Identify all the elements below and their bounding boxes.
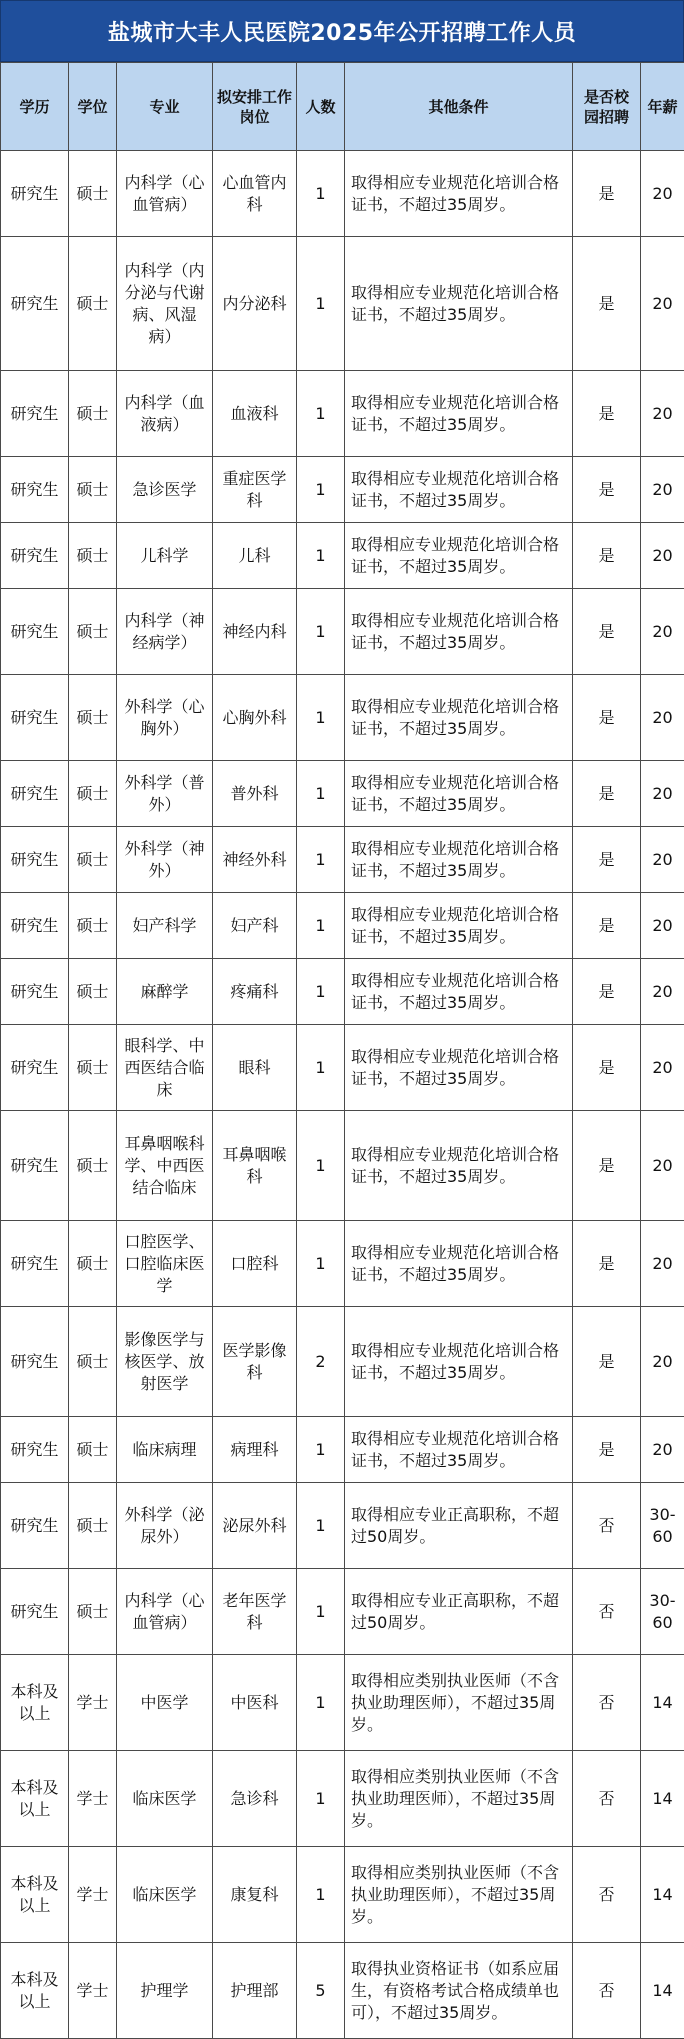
cell-post: 神经内科 xyxy=(213,589,297,675)
cell-count: 1 xyxy=(297,1417,345,1483)
cell-degree: 硕士 xyxy=(69,1569,117,1655)
cell-campus: 是 xyxy=(573,827,641,893)
cell-education: 研究生 xyxy=(1,1569,69,1655)
cell-campus: 是 xyxy=(573,237,641,371)
cell-education: 研究生 xyxy=(1,1417,69,1483)
table-row xyxy=(1,1847,684,1943)
cell-education: 研究生 xyxy=(1,1483,69,1569)
cell-conditions: 取得相应专业规范化培训合格证书，不超过35周岁。 xyxy=(345,761,573,827)
cell-count: 1 xyxy=(297,589,345,675)
table-row xyxy=(1,893,684,959)
cell-conditions: 取得相应专业规范化培训合格证书，不超过35周岁。 xyxy=(345,1307,573,1417)
table-row xyxy=(1,1751,684,1847)
cell-major: 临床医学 xyxy=(117,1847,213,1943)
cell-count: 1 xyxy=(297,1025,345,1111)
cell-campus: 是 xyxy=(573,1025,641,1111)
table-row xyxy=(1,1307,684,1417)
cell-degree: 硕士 xyxy=(69,457,117,523)
cell-salary: 20 xyxy=(641,523,684,589)
cell-conditions: 取得相应专业规范化培训合格证书，不超过35周岁。 xyxy=(345,827,573,893)
cell-education: 研究生 xyxy=(1,761,69,827)
cell-education: 研究生 xyxy=(1,1025,69,1111)
cell-conditions: 取得执业资格证书（如系应届生，有资格考试合格成绩单也可），不超过35周岁。 xyxy=(345,1943,573,2039)
cell-campus: 是 xyxy=(573,589,641,675)
cell-post: 口腔科 xyxy=(213,1221,297,1307)
header-degree: 学位 xyxy=(69,63,117,151)
cell-campus: 是 xyxy=(573,675,641,761)
cell-major: 临床医学 xyxy=(117,1751,213,1847)
cell-post: 儿科 xyxy=(213,523,297,589)
cell-education: 本科及以上 xyxy=(1,1751,69,1847)
cell-conditions: 取得相应专业规范化培训合格证书，不超过35周岁。 xyxy=(345,1221,573,1307)
cell-major: 外科学（神外） xyxy=(117,827,213,893)
cell-major: 外科学（泌尿外） xyxy=(117,1483,213,1569)
cell-count: 1 xyxy=(297,675,345,761)
cell-salary: 20 xyxy=(641,1417,684,1483)
cell-degree: 硕士 xyxy=(69,959,117,1025)
cell-conditions: 取得相应专业正高职称，不超过50周岁。 xyxy=(345,1483,573,1569)
table-row xyxy=(1,1417,684,1483)
cell-post: 心胸外科 xyxy=(213,675,297,761)
cell-count: 1 xyxy=(297,1655,345,1751)
cell-conditions: 取得相应专业规范化培训合格证书，不超过35周岁。 xyxy=(345,237,573,371)
cell-degree: 硕士 xyxy=(69,893,117,959)
table-row xyxy=(1,1483,684,1569)
cell-count: 1 xyxy=(297,1111,345,1221)
cell-count: 1 xyxy=(297,523,345,589)
cell-campus: 否 xyxy=(573,1751,641,1847)
cell-count: 1 xyxy=(297,893,345,959)
cell-count: 1 xyxy=(297,237,345,371)
cell-major: 儿科学 xyxy=(117,523,213,589)
cell-major: 内科学（内分泌与代谢病、风湿病） xyxy=(117,237,213,371)
cell-salary: 20 xyxy=(641,827,684,893)
cell-campus: 否 xyxy=(573,1847,641,1943)
cell-education: 研究生 xyxy=(1,893,69,959)
cell-education: 研究生 xyxy=(1,589,69,675)
cell-education: 研究生 xyxy=(1,1111,69,1221)
table-row xyxy=(1,371,684,457)
cell-conditions: 取得相应类别执业医师（不含执业助理医师），不超过35周岁。 xyxy=(345,1655,573,1751)
cell-campus: 否 xyxy=(573,1483,641,1569)
cell-count: 1 xyxy=(297,1847,345,1943)
cell-salary: 20 xyxy=(641,1025,684,1111)
cell-post: 康复科 xyxy=(213,1847,297,1943)
cell-count: 1 xyxy=(297,1751,345,1847)
table-row xyxy=(1,523,684,589)
cell-degree: 学士 xyxy=(69,1655,117,1751)
table-row xyxy=(1,151,684,237)
cell-education: 研究生 xyxy=(1,827,69,893)
cell-major: 影像医学与核医学、放射医学 xyxy=(117,1307,213,1417)
table-row xyxy=(1,761,684,827)
recruitment-table xyxy=(0,62,684,2039)
cell-post: 眼科 xyxy=(213,1025,297,1111)
cell-major: 外科学（心胸外） xyxy=(117,675,213,761)
cell-post: 病理科 xyxy=(213,1417,297,1483)
cell-degree: 硕士 xyxy=(69,151,117,237)
cell-conditions: 取得相应类别执业医师（不含执业助理医师），不超过35周岁。 xyxy=(345,1847,573,1943)
cell-conditions: 取得相应专业规范化培训合格证书，不超过35周岁。 xyxy=(345,1417,573,1483)
cell-count: 2 xyxy=(297,1307,345,1417)
cell-education: 本科及以上 xyxy=(1,1655,69,1751)
cell-major: 耳鼻咽喉科学、中西医结合临床 xyxy=(117,1111,213,1221)
cell-degree: 学士 xyxy=(69,1847,117,1943)
table-row xyxy=(1,675,684,761)
cell-post: 中医科 xyxy=(213,1655,297,1751)
cell-major: 内科学（心血管病） xyxy=(117,151,213,237)
cell-salary: 20 xyxy=(641,457,684,523)
cell-post: 急诊科 xyxy=(213,1751,297,1847)
cell-count: 1 xyxy=(297,371,345,457)
cell-major: 临床病理 xyxy=(117,1417,213,1483)
cell-salary: 20 xyxy=(641,371,684,457)
cell-campus: 是 xyxy=(573,151,641,237)
cell-post: 老年医学科 xyxy=(213,1569,297,1655)
cell-count: 1 xyxy=(297,761,345,827)
cell-education: 研究生 xyxy=(1,457,69,523)
cell-conditions: 取得相应专业规范化培训合格证书，不超过35周岁。 xyxy=(345,1111,573,1221)
cell-conditions: 取得相应专业规范化培训合格证书，不超过35周岁。 xyxy=(345,675,573,761)
table-header-row xyxy=(1,63,684,151)
cell-salary: 20 xyxy=(641,1111,684,1221)
cell-post: 妇产科 xyxy=(213,893,297,959)
table-row xyxy=(1,959,684,1025)
cell-post: 血液科 xyxy=(213,371,297,457)
cell-salary: 14 xyxy=(641,1847,684,1943)
cell-conditions: 取得相应专业规范化培训合格证书，不超过35周岁。 xyxy=(345,959,573,1025)
table-row xyxy=(1,457,684,523)
cell-major: 妇产科学 xyxy=(117,893,213,959)
cell-count: 1 xyxy=(297,1483,345,1569)
cell-campus: 是 xyxy=(573,1417,641,1483)
cell-major: 护理学 xyxy=(117,1943,213,2039)
cell-degree: 硕士 xyxy=(69,1417,117,1483)
table-row xyxy=(1,1221,684,1307)
cell-post: 泌尿外科 xyxy=(213,1483,297,1569)
cell-salary: 30-60 xyxy=(641,1569,684,1655)
cell-campus: 否 xyxy=(573,1655,641,1751)
cell-degree: 硕士 xyxy=(69,1025,117,1111)
table-row xyxy=(1,1025,684,1111)
cell-major: 内科学（血液病） xyxy=(117,371,213,457)
cell-education: 研究生 xyxy=(1,1221,69,1307)
cell-post: 普外科 xyxy=(213,761,297,827)
cell-conditions: 取得相应专业规范化培训合格证书，不超过35周岁。 xyxy=(345,589,573,675)
cell-post: 重症医学科 xyxy=(213,457,297,523)
cell-major: 内科学（神经病学） xyxy=(117,589,213,675)
cell-conditions: 取得相应专业规范化培训合格证书，不超过35周岁。 xyxy=(345,893,573,959)
cell-campus: 是 xyxy=(573,1307,641,1417)
cell-campus: 否 xyxy=(573,1569,641,1655)
header-conditions: 其他条件 xyxy=(345,63,573,151)
cell-salary: 20 xyxy=(641,761,684,827)
table-body xyxy=(1,151,684,2039)
table-row xyxy=(1,589,684,675)
cell-conditions: 取得相应专业规范化培训合格证书，不超过35周岁。 xyxy=(345,371,573,457)
header-major: 专业 xyxy=(117,63,213,151)
cell-count: 1 xyxy=(297,827,345,893)
cell-education: 研究生 xyxy=(1,675,69,761)
cell-count: 1 xyxy=(297,151,345,237)
cell-campus: 是 xyxy=(573,1111,641,1221)
table-row xyxy=(1,827,684,893)
cell-count: 1 xyxy=(297,1569,345,1655)
cell-major: 麻醉学 xyxy=(117,959,213,1025)
cell-conditions: 取得相应专业规范化培训合格证书，不超过35周岁。 xyxy=(345,457,573,523)
cell-conditions: 取得相应类别执业医师（不含执业助理医师），不超过35周岁。 xyxy=(345,1751,573,1847)
cell-degree: 硕士 xyxy=(69,1307,117,1417)
cell-conditions: 取得相应专业规范化培训合格证书，不超过35周岁。 xyxy=(345,151,573,237)
cell-degree: 硕士 xyxy=(69,371,117,457)
cell-degree: 硕士 xyxy=(69,675,117,761)
cell-degree: 硕士 xyxy=(69,1111,117,1221)
cell-campus: 是 xyxy=(573,761,641,827)
cell-campus: 是 xyxy=(573,457,641,523)
cell-degree: 硕士 xyxy=(69,589,117,675)
cell-post: 耳鼻咽喉科 xyxy=(213,1111,297,1221)
cell-conditions: 取得相应专业规范化培训合格证书，不超过35周岁。 xyxy=(345,523,573,589)
cell-education: 研究生 xyxy=(1,371,69,457)
cell-post: 医学影像科 xyxy=(213,1307,297,1417)
cell-degree: 硕士 xyxy=(69,523,117,589)
cell-campus: 是 xyxy=(573,893,641,959)
cell-post: 心血管内科 xyxy=(213,151,297,237)
cell-salary: 20 xyxy=(641,1221,684,1307)
cell-education: 研究生 xyxy=(1,523,69,589)
cell-count: 1 xyxy=(297,1221,345,1307)
cell-salary: 14 xyxy=(641,1655,684,1751)
table-row xyxy=(1,237,684,371)
cell-major: 急诊医学 xyxy=(117,457,213,523)
cell-post: 护理部 xyxy=(213,1943,297,2039)
cell-salary: 20 xyxy=(641,893,684,959)
cell-salary: 20 xyxy=(641,1307,684,1417)
cell-degree: 硕士 xyxy=(69,1483,117,1569)
cell-salary: 14 xyxy=(641,1751,684,1847)
header-post: 拟安排工作岗位 xyxy=(213,63,297,151)
table-row xyxy=(1,1111,684,1221)
table-row xyxy=(1,1569,684,1655)
cell-degree: 硕士 xyxy=(69,237,117,371)
cell-degree: 学士 xyxy=(69,1751,117,1847)
cell-education: 研究生 xyxy=(1,237,69,371)
cell-count: 1 xyxy=(297,959,345,1025)
cell-major: 中医学 xyxy=(117,1655,213,1751)
cell-education: 本科及以上 xyxy=(1,1847,69,1943)
cell-campus: 是 xyxy=(573,1221,641,1307)
cell-salary: 20 xyxy=(641,151,684,237)
cell-conditions: 取得相应专业规范化培训合格证书，不超过35周岁。 xyxy=(345,1025,573,1111)
header-salary: 年薪 xyxy=(641,63,684,151)
cell-degree: 硕士 xyxy=(69,761,117,827)
cell-education: 研究生 xyxy=(1,959,69,1025)
cell-education: 研究生 xyxy=(1,151,69,237)
cell-degree: 硕士 xyxy=(69,1221,117,1307)
header-campus: 是否校园招聘 xyxy=(573,63,641,151)
cell-major: 口腔医学、口腔临床医学 xyxy=(117,1221,213,1307)
cell-education: 研究生 xyxy=(1,1307,69,1417)
cell-campus: 是 xyxy=(573,371,641,457)
cell-post: 内分泌科 xyxy=(213,237,297,371)
cell-salary: 20 xyxy=(641,675,684,761)
cell-salary: 20 xyxy=(641,589,684,675)
cell-post: 神经外科 xyxy=(213,827,297,893)
cell-post: 疼痛科 xyxy=(213,959,297,1025)
cell-campus: 否 xyxy=(573,1943,641,2039)
cell-campus: 是 xyxy=(573,959,641,1025)
cell-major: 内科学（心血管病） xyxy=(117,1569,213,1655)
cell-count: 5 xyxy=(297,1943,345,2039)
cell-major: 眼科学、中西医结合临床 xyxy=(117,1025,213,1111)
cell-campus: 是 xyxy=(573,523,641,589)
cell-salary: 20 xyxy=(641,237,684,371)
cell-salary: 20 xyxy=(641,959,684,1025)
header-education: 学历 xyxy=(1,63,69,151)
cell-degree: 学士 xyxy=(69,1943,117,2039)
cell-major: 外科学（普外） xyxy=(117,761,213,827)
cell-count: 1 xyxy=(297,457,345,523)
header-count: 人数 xyxy=(297,63,345,151)
table-row xyxy=(1,1943,684,2039)
table-row xyxy=(1,1655,684,1751)
cell-conditions: 取得相应专业正高职称，不超过50周岁。 xyxy=(345,1569,573,1655)
cell-education: 本科及以上 xyxy=(1,1943,69,2039)
cell-salary: 14 xyxy=(641,1943,684,2039)
page-title: 盐城市大丰人民医院2025年公开招聘工作人员 xyxy=(0,0,684,62)
cell-salary: 30-60 xyxy=(641,1483,684,1569)
cell-degree: 硕士 xyxy=(69,827,117,893)
